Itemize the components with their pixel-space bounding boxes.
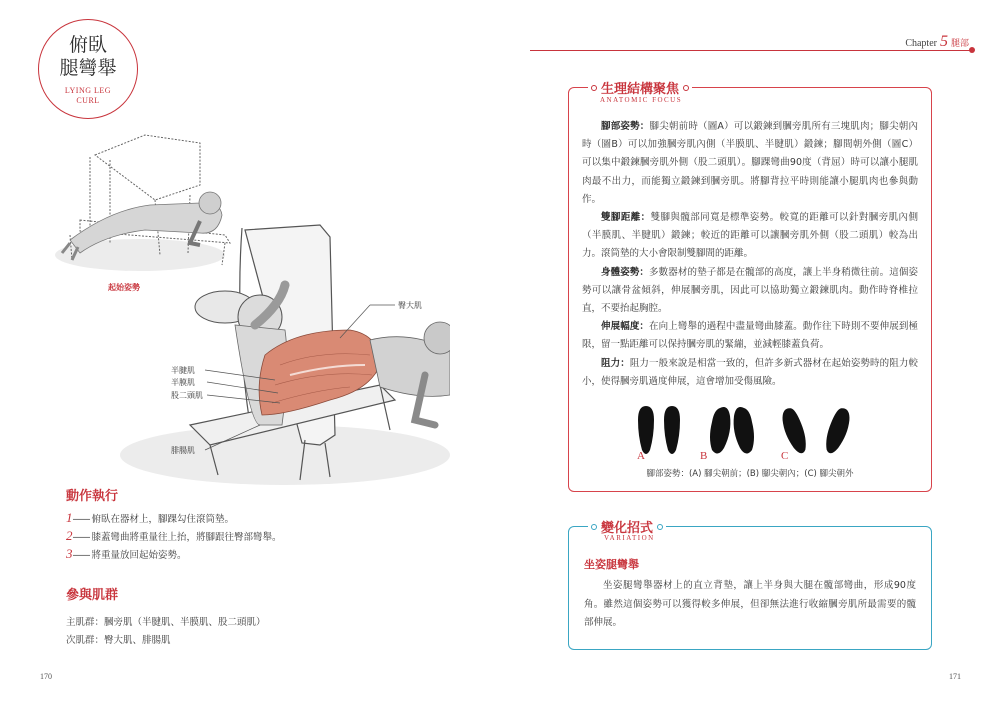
- chapter-name: 腿部: [950, 39, 969, 49]
- label-semimembranosus: 半膜肌: [171, 378, 195, 387]
- focus-text: 在向上彎舉的過程中盡量彎曲膝蓋。動作往下時則不要伸展到極限，留一點距離可以保持膕旁肌的緊繃，並減輕膝蓋負荷。: [582, 321, 918, 351]
- title-bullet-icon: [591, 85, 597, 91]
- foot-letter-b: B: [700, 450, 708, 462]
- step-item: [66, 546, 187, 562]
- step-number: 1: [66, 510, 73, 525]
- exercise-illustration: [50, 125, 450, 495]
- foot-positions-caption: 腳部姿勢：(A) 腳尖朝前；(B) 腳尖朝內；(C) 腳尖朝外: [646, 469, 854, 479]
- anatomic-focus-subtitle: ANATOMIC FOCUS: [600, 96, 683, 104]
- focus-text: 多數器材的墊子都是在髖部的高度，讓上半身稍微往前。這個姿勢可以讓骨盆傾斜，伸展膕旁肌，因此可以協助獨立鍛鍊肌肉。動作時脊椎拉直，不要抬起胸腔。: [582, 266, 918, 315]
- label-gastrocnemius: 腓腸肌: [171, 446, 195, 455]
- focus-text: 雙腳與髖部同寬是標準姿勢。較寬的距離可以針對膕旁肌內側（半膜肌、半腱肌）鍛鍊；較近的距離可以讓膕旁肌外側（股二頭肌）較為出力。滾筒墊的大小會限制雙腳間的距離。: [582, 212, 918, 260]
- step-number: 2: [66, 528, 73, 543]
- step-text: 將重量放回起始姿勢。: [91, 550, 187, 561]
- chapter-header: [905, 33, 969, 51]
- foot-c-icon: [777, 406, 854, 456]
- page-number-left: 170: [40, 672, 52, 681]
- chapter-number: 5: [939, 33, 948, 50]
- chapter-word: Chapter: [905, 38, 937, 49]
- foot-letter-c: C: [781, 450, 789, 462]
- step-item: [66, 510, 234, 526]
- focus-label: 伸展幅度：: [601, 321, 650, 333]
- focus-label: 身體姿勢：: [601, 266, 650, 278]
- focus-label: 腳部姿勢：: [601, 121, 650, 132]
- focus-paragraph: [582, 355, 918, 391]
- leg-curl-machine-drawing: [50, 125, 450, 495]
- focus-label: 雙腳距離：: [601, 212, 651, 224]
- primary-muscles: 主肌群：膕旁肌（半腱肌、半膜肌、股二頭肌）: [66, 617, 266, 628]
- muscles-heading: 參與肌群: [66, 588, 119, 603]
- title-en-line1: LYING LEG: [64, 86, 112, 95]
- foot-letter-a: A: [637, 450, 645, 462]
- anatomic-focus-title-wrap: [588, 78, 692, 97]
- step-text: 膝蓋彎曲將重量往上抬，將腳跟往臀部彎舉。: [91, 532, 282, 543]
- variation-subtitle: VARIATION: [604, 534, 655, 542]
- foot-positions-diagram: [632, 402, 862, 462]
- variation-text: 坐姿腿彎舉器材上的直立背墊，讓上半身與大腿在髖部彎曲，形成90度角。雖然這個姿勢可以獲得較多伸展，但卻無法進行收縮膕旁肌所最需要的髖部伸展。: [584, 580, 916, 628]
- anatomic-focus-title: 生理結構聚焦: [601, 82, 680, 97]
- focus-paragraph: [582, 264, 918, 319]
- page-number-right: 171: [949, 672, 961, 681]
- title-en-line2: CURL: [76, 96, 100, 105]
- focus-text: 阻力一般來說是相當一致的，但許多新式器材在起始姿勢時的阻力較小，使得膕旁肌過度伸展，這會增加受傷風險。: [582, 357, 918, 387]
- label-biceps-femoris: 股二頭肌: [171, 391, 203, 400]
- step-dash: ——: [72, 514, 90, 525]
- chapter-rule-dot: [969, 47, 975, 53]
- exercise-title-zh: [39, 34, 137, 80]
- focus-paragraph: [582, 209, 918, 264]
- exercise-title-badge: [38, 19, 138, 119]
- label-semitendinosus: 半腱肌: [171, 366, 195, 375]
- variation-heading: 坐姿腿彎舉: [584, 558, 639, 571]
- step-text: 俯臥在器材上，腳踝勾住滾筒墊。: [91, 514, 235, 525]
- start-position-label: 起始姿勢: [108, 283, 140, 292]
- step-number: 3: [66, 546, 73, 561]
- focus-label: 阻力：: [601, 357, 630, 369]
- foot-a-icon: [638, 406, 680, 454]
- title-bullet-icon: [683, 85, 689, 91]
- chapter-rule: [530, 50, 973, 51]
- label-gluteus-maximus: 臀大肌: [398, 301, 422, 310]
- focus-paragraph: [582, 318, 918, 354]
- title-zh-line2: 腿彎舉: [59, 57, 117, 79]
- title-bullet-icon: [591, 524, 597, 530]
- step-dash: ——: [72, 532, 90, 543]
- foot-b-icon: [710, 407, 754, 454]
- focus-paragraph: [582, 118, 918, 209]
- title-zh-line1: 俯臥: [68, 34, 107, 56]
- secondary-muscles: 次肌群：臀大肌、腓腸肌: [66, 635, 171, 646]
- execution-heading: 動作執行: [66, 489, 119, 504]
- step-item: [66, 528, 282, 544]
- step-dash: ——: [72, 550, 90, 561]
- title-bullet-icon: [657, 524, 663, 530]
- variation-title: 變化招式: [601, 521, 654, 536]
- anatomic-focus-body: [582, 118, 918, 391]
- focus-text: 腳尖朝前時（圖A）可以鍛鍊到膕旁肌所有三塊肌肉；腳尖朝內時（圖B）可以加強膕旁肌內側（半膜肌、半腱肌）鍛鍊；腳間朝外側（圖C）可以集中鍛鍊膕旁肌外側（股二頭肌）。腳踝彎曲90度（背屈）時可以讓小腿肌肉最不出力，而能獨立鍛鍊到膕旁肌。將腳背拉平時則能讓小腿肌肉也參與動作。: [582, 121, 918, 205]
- exercise-title-en: [39, 86, 137, 106]
